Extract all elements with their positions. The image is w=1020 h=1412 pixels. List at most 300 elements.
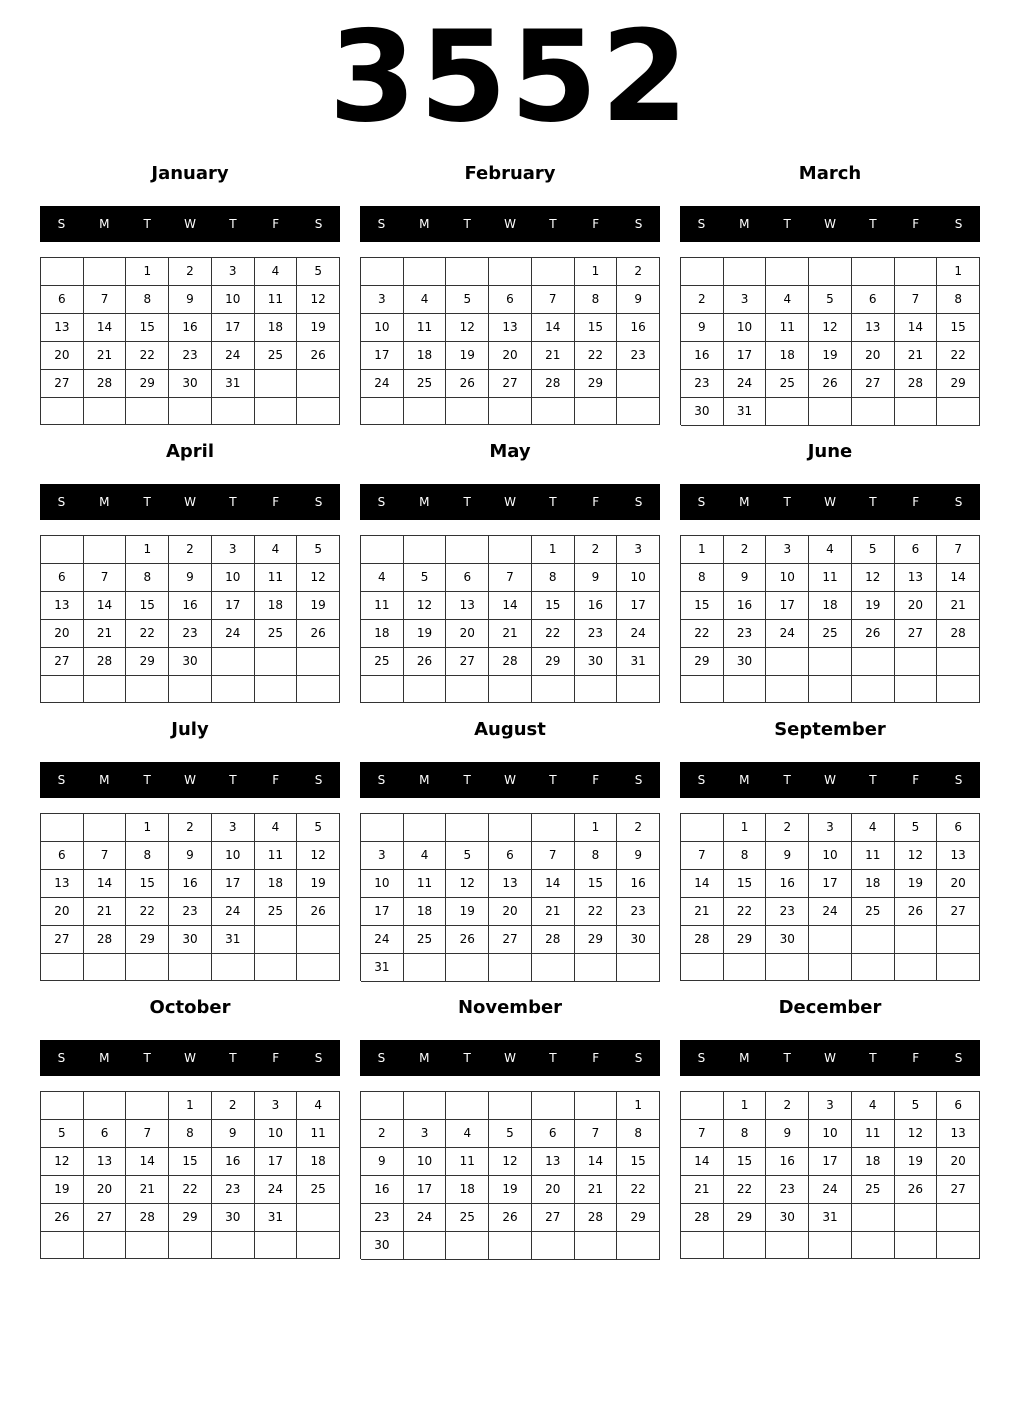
day-cell: 8 — [724, 842, 767, 870]
day-cell: 3 — [255, 1092, 298, 1120]
day-cell: 31 — [724, 398, 767, 426]
day-cell: 9 — [169, 286, 212, 314]
day-cell: 4 — [404, 286, 447, 314]
day-cell: 18 — [852, 870, 895, 898]
day-cell: 19 — [297, 314, 340, 342]
weekday-label: T — [143, 773, 151, 787]
empty-cell — [84, 954, 127, 981]
month-title: October — [149, 997, 231, 1018]
empty-cell — [532, 1232, 575, 1260]
day-cell: 17 — [212, 314, 255, 342]
weekday-label: F — [912, 1051, 920, 1065]
day-cell: 3 — [724, 286, 767, 314]
month-title: April — [165, 441, 215, 462]
day-cell: 14 — [532, 870, 575, 898]
day-cell: 9 — [169, 564, 212, 592]
day-cell: 14 — [575, 1148, 618, 1176]
empty-cell — [446, 814, 489, 842]
day-cell: 22 — [617, 1176, 660, 1204]
empty-cell — [41, 954, 84, 981]
day-cell: 11 — [766, 314, 809, 342]
day-cell: 6 — [41, 564, 84, 592]
day-cell: 8 — [169, 1120, 212, 1148]
day-cell: 2 — [361, 1120, 404, 1148]
day-cell: 4 — [446, 1120, 489, 1148]
empty-cell — [297, 398, 340, 425]
weekday-header — [680, 1040, 980, 1076]
empty-cell — [361, 258, 404, 286]
day-cell: 20 — [937, 870, 980, 898]
day-cell: 1 — [126, 536, 169, 564]
weekday-label: T — [549, 495, 557, 509]
empty-cell — [766, 648, 809, 676]
empty-cell — [255, 1232, 298, 1259]
weekday-label: F — [592, 217, 600, 231]
day-cell: 17 — [809, 870, 852, 898]
day-grid — [680, 257, 980, 425]
day-cell: 27 — [41, 370, 84, 398]
day-cell: 30 — [169, 648, 212, 676]
weekday-label: W — [184, 217, 196, 231]
weekday-label: F — [912, 217, 920, 231]
day-cell: 21 — [489, 620, 532, 648]
weekday-label: S — [697, 773, 706, 787]
day-cell: 17 — [255, 1148, 298, 1176]
empty-cell — [532, 954, 575, 982]
month-title: August — [474, 719, 546, 740]
empty-cell — [84, 676, 127, 703]
weekday-label: W — [824, 495, 836, 509]
day-cell: 10 — [617, 564, 660, 592]
day-cell: 5 — [404, 564, 447, 592]
day-cell: 15 — [575, 870, 618, 898]
weekday-label: S — [697, 217, 706, 231]
day-cell: 31 — [212, 370, 255, 398]
day-cell: 6 — [41, 286, 84, 314]
empty-cell — [489, 258, 532, 286]
day-cell: 24 — [361, 926, 404, 954]
empty-cell — [297, 1232, 340, 1259]
day-cell: 17 — [361, 898, 404, 926]
day-cell: 12 — [852, 564, 895, 592]
weekday-label: F — [912, 495, 920, 509]
day-cell: 19 — [809, 342, 852, 370]
day-cell: 27 — [446, 648, 489, 676]
day-cell: 26 — [446, 926, 489, 954]
day-grid — [360, 1091, 660, 1259]
empty-cell — [404, 676, 447, 703]
day-cell: 25 — [766, 370, 809, 398]
empty-cell — [575, 1092, 618, 1120]
day-cell: 24 — [809, 898, 852, 926]
day-cell: 26 — [41, 1204, 84, 1232]
empty-cell — [532, 814, 575, 842]
month-title: September — [774, 719, 886, 740]
day-cell: 10 — [255, 1120, 298, 1148]
empty-cell — [169, 676, 212, 703]
day-cell: 5 — [297, 258, 340, 286]
day-cell: 23 — [617, 342, 660, 370]
empty-cell — [937, 648, 980, 676]
day-cell: 23 — [766, 898, 809, 926]
weekday-label: S — [954, 217, 963, 231]
empty-cell — [404, 954, 447, 982]
day-cell: 10 — [212, 842, 255, 870]
empty-cell — [361, 814, 404, 842]
day-cell: 18 — [404, 898, 447, 926]
day-cell: 29 — [575, 370, 618, 398]
day-cell: 30 — [724, 648, 767, 676]
day-cell: 11 — [255, 286, 298, 314]
empty-cell — [895, 926, 938, 954]
weekday-label: M — [419, 217, 430, 231]
day-cell: 18 — [255, 314, 298, 342]
empty-cell — [766, 258, 809, 286]
day-cell: 13 — [41, 314, 84, 342]
day-cell: 17 — [809, 1148, 852, 1176]
day-cell: 7 — [895, 286, 938, 314]
day-cell: 26 — [297, 342, 340, 370]
day-cell: 3 — [617, 536, 660, 564]
day-cell: 30 — [617, 926, 660, 954]
empty-cell — [809, 398, 852, 426]
day-cell: 19 — [489, 1176, 532, 1204]
day-cell: 17 — [724, 342, 767, 370]
day-cell: 28 — [84, 648, 127, 676]
day-cell: 25 — [255, 342, 298, 370]
day-cell: 21 — [532, 898, 575, 926]
year-title: 3552 — [328, 3, 692, 150]
day-cell: 11 — [852, 842, 895, 870]
empty-cell — [84, 258, 127, 286]
month-title: July — [171, 719, 209, 740]
weekday-label: T — [143, 217, 151, 231]
empty-cell — [532, 398, 575, 425]
day-cell: 15 — [169, 1148, 212, 1176]
weekday-label: T — [783, 217, 791, 231]
empty-cell — [895, 258, 938, 286]
empty-cell — [41, 398, 84, 425]
weekday-label: W — [824, 1051, 836, 1065]
weekday-label: W — [184, 773, 196, 787]
day-cell: 27 — [937, 898, 980, 926]
day-cell: 15 — [681, 592, 724, 620]
day-cell: 21 — [895, 342, 938, 370]
weekday-label: T — [869, 773, 877, 787]
day-cell: 17 — [212, 592, 255, 620]
weekday-label: F — [912, 773, 920, 787]
day-cell: 29 — [681, 648, 724, 676]
weekday-label: T — [463, 773, 471, 787]
day-cell: 21 — [681, 898, 724, 926]
day-cell: 16 — [617, 870, 660, 898]
day-cell: 19 — [297, 870, 340, 898]
day-cell: 5 — [297, 814, 340, 842]
day-cell: 30 — [212, 1204, 255, 1232]
day-cell: 14 — [895, 314, 938, 342]
empty-cell — [446, 954, 489, 982]
day-cell: 23 — [169, 620, 212, 648]
day-cell: 26 — [297, 898, 340, 926]
day-grid — [680, 1091, 980, 1259]
day-cell: 19 — [895, 870, 938, 898]
day-cell: 25 — [361, 648, 404, 676]
day-cell: 18 — [446, 1176, 489, 1204]
weekday-label: S — [954, 773, 963, 787]
day-cell: 5 — [446, 842, 489, 870]
day-cell: 8 — [681, 564, 724, 592]
weekday-label: S — [377, 217, 386, 231]
weekday-header — [40, 484, 340, 520]
empty-cell — [681, 676, 724, 703]
day-cell: 21 — [84, 898, 127, 926]
weekday-header — [680, 484, 980, 520]
day-cell: 29 — [126, 926, 169, 954]
weekday-label: S — [314, 1051, 323, 1065]
weekday-label: S — [634, 217, 643, 231]
weekday-header — [40, 762, 340, 798]
day-cell: 23 — [361, 1204, 404, 1232]
day-cell: 22 — [681, 620, 724, 648]
day-cell: 14 — [937, 564, 980, 592]
empty-cell — [255, 370, 298, 398]
day-cell: 20 — [489, 898, 532, 926]
weekday-label: T — [783, 495, 791, 509]
day-cell: 1 — [532, 536, 575, 564]
empty-cell — [489, 954, 532, 982]
empty-cell — [852, 648, 895, 676]
weekday-label: W — [824, 217, 836, 231]
empty-cell — [895, 1232, 938, 1259]
empty-cell — [126, 398, 169, 425]
empty-cell — [852, 1232, 895, 1259]
day-cell: 14 — [681, 870, 724, 898]
day-cell: 11 — [404, 314, 447, 342]
empty-cell — [297, 676, 340, 703]
empty-cell — [446, 676, 489, 703]
day-cell: 28 — [84, 370, 127, 398]
empty-cell — [809, 954, 852, 981]
day-cell: 2 — [212, 1092, 255, 1120]
empty-cell — [681, 814, 724, 842]
weekday-header — [360, 206, 660, 242]
empty-cell — [169, 954, 212, 981]
empty-cell — [575, 954, 618, 982]
empty-cell — [169, 398, 212, 425]
day-cell: 12 — [297, 564, 340, 592]
day-cell: 28 — [895, 370, 938, 398]
empty-cell — [212, 648, 255, 676]
empty-cell — [212, 676, 255, 703]
empty-cell — [489, 1092, 532, 1120]
weekday-label: T — [869, 495, 877, 509]
weekday-label: T — [549, 217, 557, 231]
weekday-label: S — [314, 773, 323, 787]
day-cell: 6 — [446, 564, 489, 592]
day-cell: 28 — [532, 926, 575, 954]
day-cell: 22 — [575, 342, 618, 370]
day-cell: 30 — [766, 926, 809, 954]
day-cell: 14 — [532, 314, 575, 342]
day-cell: 29 — [532, 648, 575, 676]
day-cell: 12 — [446, 314, 489, 342]
empty-cell — [766, 1232, 809, 1259]
empty-cell — [84, 1092, 127, 1120]
day-cell: 6 — [937, 1092, 980, 1120]
day-cell: 24 — [617, 620, 660, 648]
day-cell: 14 — [126, 1148, 169, 1176]
day-cell: 10 — [404, 1148, 447, 1176]
day-cell: 4 — [255, 814, 298, 842]
empty-cell — [126, 1092, 169, 1120]
day-cell: 9 — [617, 286, 660, 314]
day-cell: 15 — [532, 592, 575, 620]
day-cell: 27 — [84, 1204, 127, 1232]
weekday-label: W — [504, 217, 516, 231]
day-cell: 14 — [84, 314, 127, 342]
day-cell: 30 — [361, 1232, 404, 1260]
day-cell: 23 — [681, 370, 724, 398]
day-cell: 4 — [255, 536, 298, 564]
day-cell: 15 — [126, 870, 169, 898]
empty-cell — [212, 398, 255, 425]
empty-cell — [489, 676, 532, 703]
day-cell: 6 — [937, 814, 980, 842]
day-cell: 2 — [766, 814, 809, 842]
day-cell: 12 — [297, 286, 340, 314]
day-cell: 4 — [766, 286, 809, 314]
day-cell: 11 — [809, 564, 852, 592]
day-cell: 12 — [809, 314, 852, 342]
day-cell: 27 — [41, 648, 84, 676]
day-cell: 26 — [809, 370, 852, 398]
day-cell: 29 — [617, 1204, 660, 1232]
weekday-label: T — [783, 1051, 791, 1065]
weekday-label: T — [229, 217, 237, 231]
day-cell: 11 — [404, 870, 447, 898]
empty-cell — [361, 676, 404, 703]
day-cell: 10 — [766, 564, 809, 592]
day-cell: 2 — [169, 536, 212, 564]
day-cell: 29 — [724, 1204, 767, 1232]
day-cell: 17 — [766, 592, 809, 620]
empty-cell — [852, 676, 895, 703]
empty-cell — [446, 1232, 489, 1260]
day-cell: 12 — [404, 592, 447, 620]
day-cell: 12 — [489, 1148, 532, 1176]
day-cell: 16 — [169, 314, 212, 342]
day-cell: 27 — [489, 926, 532, 954]
day-cell: 3 — [809, 1092, 852, 1120]
day-grid — [680, 535, 980, 703]
day-cell: 14 — [84, 592, 127, 620]
day-cell: 24 — [212, 342, 255, 370]
weekday-header — [680, 206, 980, 242]
empty-cell — [404, 258, 447, 286]
day-cell: 30 — [575, 648, 618, 676]
empty-cell — [617, 398, 660, 425]
day-cell: 1 — [937, 258, 980, 286]
empty-cell — [809, 258, 852, 286]
empty-cell — [212, 954, 255, 981]
day-cell: 6 — [532, 1120, 575, 1148]
day-cell: 29 — [937, 370, 980, 398]
weekday-label: M — [419, 495, 430, 509]
day-cell: 11 — [297, 1120, 340, 1148]
day-cell: 7 — [489, 564, 532, 592]
empty-cell — [126, 954, 169, 981]
day-cell: 7 — [84, 564, 127, 592]
day-cell: 28 — [681, 1204, 724, 1232]
empty-cell — [41, 676, 84, 703]
day-grid — [360, 257, 660, 425]
empty-cell — [404, 1092, 447, 1120]
weekday-label: S — [634, 773, 643, 787]
weekday-label: S — [377, 495, 386, 509]
weekday-label: T — [869, 1051, 877, 1065]
day-cell: 3 — [212, 814, 255, 842]
day-cell: 13 — [41, 592, 84, 620]
empty-cell — [489, 814, 532, 842]
day-cell: 17 — [617, 592, 660, 620]
empty-cell — [84, 536, 127, 564]
day-cell: 31 — [809, 1204, 852, 1232]
day-cell: 6 — [489, 286, 532, 314]
weekday-label: S — [697, 1051, 706, 1065]
day-cell: 2 — [575, 536, 618, 564]
weekday-label: M — [739, 217, 750, 231]
empty-cell — [617, 1232, 660, 1260]
day-cell: 9 — [169, 842, 212, 870]
weekday-header — [40, 1040, 340, 1076]
weekday-label: T — [783, 773, 791, 787]
day-cell: 24 — [361, 370, 404, 398]
day-cell: 27 — [489, 370, 532, 398]
day-cell: 1 — [126, 814, 169, 842]
empty-cell — [724, 1232, 767, 1259]
day-cell: 8 — [532, 564, 575, 592]
day-cell: 13 — [446, 592, 489, 620]
day-cell: 13 — [84, 1148, 127, 1176]
day-cell: 18 — [852, 1148, 895, 1176]
day-cell: 15 — [724, 870, 767, 898]
weekday-label: S — [634, 1051, 643, 1065]
empty-cell — [297, 1204, 340, 1232]
day-cell: 18 — [361, 620, 404, 648]
empty-cell — [489, 536, 532, 564]
day-cell: 1 — [169, 1092, 212, 1120]
day-cell: 4 — [852, 1092, 895, 1120]
day-cell: 3 — [212, 536, 255, 564]
day-cell: 9 — [766, 842, 809, 870]
day-cell: 23 — [617, 898, 660, 926]
weekday-label: T — [229, 1051, 237, 1065]
day-cell: 7 — [532, 842, 575, 870]
day-cell: 31 — [361, 954, 404, 982]
empty-cell — [446, 536, 489, 564]
weekday-label: S — [634, 495, 643, 509]
day-cell: 25 — [404, 926, 447, 954]
day-cell: 4 — [404, 842, 447, 870]
day-cell: 24 — [255, 1176, 298, 1204]
day-cell: 20 — [41, 342, 84, 370]
day-cell: 11 — [255, 842, 298, 870]
day-cell: 8 — [126, 842, 169, 870]
day-cell: 26 — [852, 620, 895, 648]
day-cell: 7 — [126, 1120, 169, 1148]
day-cell: 8 — [724, 1120, 767, 1148]
day-cell: 12 — [41, 1148, 84, 1176]
